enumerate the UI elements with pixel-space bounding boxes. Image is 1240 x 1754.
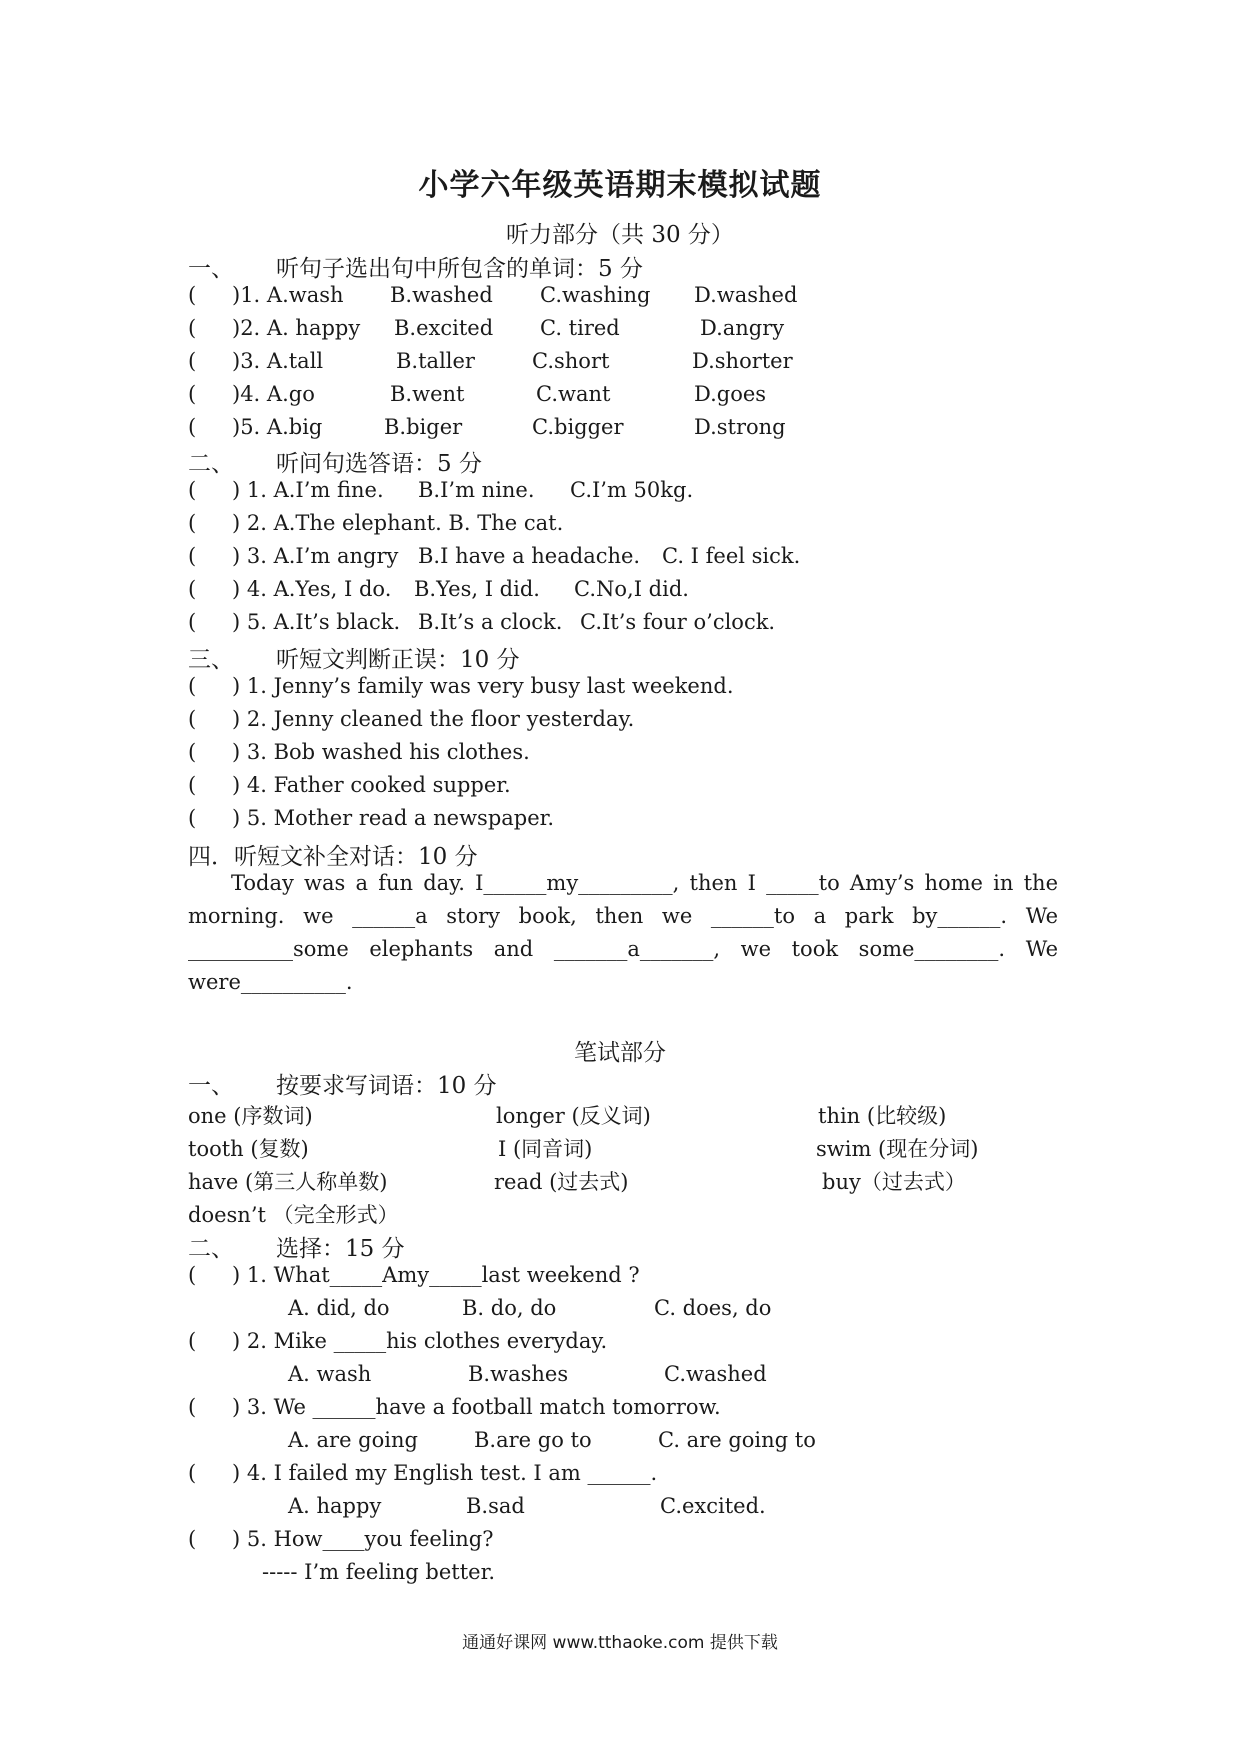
option-a: )4. A.go <box>232 382 315 406</box>
section-title: 听问句选答语：5 分 <box>276 451 482 477</box>
answer-paren: ( <box>188 511 197 535</box>
listening-section-3-heading <box>188 641 520 674</box>
word-prompt: read (过去式) <box>494 1170 629 1194</box>
answer-paren: ( <box>188 610 197 634</box>
option-a: )5. A.big <box>232 415 323 439</box>
answer-paren: ( <box>188 577 197 601</box>
listening-section-2-heading <box>188 445 482 478</box>
option-a: ) 1. A.I’m fine. <box>232 478 384 502</box>
option-c: C.I’m 50kg. <box>570 478 694 502</box>
option-b: B.sad <box>466 1494 525 1518</box>
option-c: C.excited. <box>660 1494 766 1518</box>
footer-source: 通通好课网 www.tthaoke.com 提供下载 <box>462 1633 778 1653</box>
option-c: C. I feel sick. <box>662 544 801 568</box>
section-number: 一、 <box>188 256 234 282</box>
answer-paren: ( <box>188 349 197 373</box>
option-a: A. wash <box>288 1362 372 1386</box>
question-text: ) 3. We ______have a football match tomorrow. <box>232 1395 721 1419</box>
option-c: C. does, do <box>654 1296 772 1320</box>
option-c: C.No,I did. <box>574 577 689 601</box>
option-b: B.I’m nine. <box>418 478 535 502</box>
option-b: B.went <box>390 382 465 406</box>
option-b: B.Yes, I did. <box>414 577 540 601</box>
word-prompt: swim (现在分词) <box>816 1137 979 1161</box>
statement: ) 1. Jenny’s family was very busy last weekend. <box>232 674 734 698</box>
section-title: 按要求写词语：10 分 <box>276 1073 497 1099</box>
answer-paren: ( <box>188 316 197 340</box>
written-section-2-heading <box>188 1230 405 1263</box>
option-b: B.washes <box>468 1362 569 1386</box>
cloze-passage: Today was a fun day. I______my_________, then I _____to Amy’s home in the morning. we ______a story book, then we ______to a park by______. We __________some elephants and _______a_______, we took some________. We were__________. <box>188 871 1058 994</box>
option-a: )3. A.tall <box>232 349 324 373</box>
word-prompt: I (同音词) <box>498 1137 593 1161</box>
option-b: B.biger <box>384 415 463 439</box>
option-d: D.goes <box>694 382 767 406</box>
option-a: )2. A. happy <box>232 316 361 340</box>
option-c: C.short <box>532 349 610 373</box>
section-number: 三、 <box>188 647 234 673</box>
answer-paren: ( <box>188 806 197 830</box>
statement: ) 2. Jenny cleaned the floor yesterday. <box>232 707 635 731</box>
written-heading: 笔试部分 <box>574 1040 666 1066</box>
option-d: D.shorter <box>692 349 793 373</box>
option-c: C. tired <box>540 316 620 340</box>
answer-paren: ( <box>188 773 197 797</box>
option-d: D.strong <box>694 415 786 439</box>
listening-section-4-heading: 四．听短文补全对话：10 分 <box>188 844 478 870</box>
answer-paren: ( <box>188 740 197 764</box>
answer-paren: ( <box>188 1395 197 1419</box>
section-number: 二、 <box>188 1236 234 1262</box>
option-b: B.taller <box>396 349 475 373</box>
option-c: C.bigger <box>532 415 624 439</box>
answer-paren: ( <box>188 1527 197 1551</box>
option-c: C. are going to <box>658 1428 816 1452</box>
option-b: B.are go to <box>474 1428 592 1452</box>
written-section-1-heading <box>188 1067 497 1100</box>
option-a: ) 4. A.Yes, I do. <box>232 577 392 601</box>
option-b: B.It’s a clock. <box>418 610 563 634</box>
option-b: B. do, do <box>462 1296 557 1320</box>
answer-line: ----- I’m feeling better. <box>262 1560 495 1584</box>
question-text: ) 2. Mike _____his clothes everyday. <box>232 1329 608 1353</box>
answer-paren: ( <box>188 544 197 568</box>
word-prompt: tooth (复数) <box>188 1137 309 1161</box>
word-prompt: doesn’t （完全形式） <box>188 1203 399 1227</box>
listening-section-1-heading <box>188 250 643 283</box>
option-a: A. happy <box>288 1494 382 1518</box>
word-prompt: have (第三人称单数) <box>188 1170 388 1194</box>
listening-heading: 听力部分（共 30 分） <box>506 222 734 248</box>
option-a: ) 3. A.I’m angry <box>232 544 399 568</box>
question-text: ) 1. What_____Amy_____last weekend ? <box>232 1263 640 1287</box>
option-a: A. are going <box>288 1428 418 1452</box>
answer-paren: ( <box>188 1329 197 1353</box>
answer-paren: ( <box>188 1461 197 1485</box>
option-a: ) 5. A.It’s black. <box>232 610 401 634</box>
answer-paren: ( <box>188 674 197 698</box>
answer-paren: ( <box>188 1263 197 1287</box>
question-text: ) 4. I failed my English test. I am ______. <box>232 1461 658 1485</box>
option-c: C.It’s four o’clock. <box>580 610 776 634</box>
section-title: 听短文判断正误：10 分 <box>276 647 520 673</box>
section-title: 选择：15 分 <box>276 1236 405 1262</box>
section-number: 一、 <box>188 1073 234 1099</box>
option-c: C.washing <box>540 283 651 307</box>
statement: ) 3. Bob washed his clothes. <box>232 740 530 764</box>
answer-paren: ( <box>188 415 197 439</box>
section-title: 听句子选出句中所包含的单词：5 分 <box>276 256 643 282</box>
option-a: A. did, do <box>288 1296 390 1320</box>
option-b: B.excited <box>394 316 494 340</box>
question-text: ) 5. How____you feeling? <box>232 1527 494 1551</box>
answer-paren: ( <box>188 283 197 307</box>
option-c: C.washed <box>664 1362 767 1386</box>
option-c: C.want <box>536 382 611 406</box>
option-d: D.angry <box>700 316 785 340</box>
word-prompt: one (序数词) <box>188 1104 313 1128</box>
page-title: 小学六年级英语期末模拟试题 <box>418 168 822 203</box>
statement: ) 5. Mother read a newspaper. <box>232 806 555 830</box>
answer-paren: ( <box>188 478 197 502</box>
option-b: B.washed <box>390 283 493 307</box>
option-b: B.I have a headache. <box>418 544 641 568</box>
option-a: )1. A.wash <box>232 283 344 307</box>
word-prompt: longer (反义词) <box>496 1104 651 1128</box>
answer-paren: ( <box>188 707 197 731</box>
answer-paren: ( <box>188 382 197 406</box>
word-prompt: buy（过去式） <box>822 1170 966 1194</box>
option-d: D.washed <box>694 283 798 307</box>
section-number: 二、 <box>188 451 234 477</box>
option-line: ) 2. A.The elephant. B. The cat. <box>232 511 564 535</box>
statement: ) 4. Father cooked supper. <box>232 773 511 797</box>
word-prompt: thin (比较级) <box>818 1104 947 1128</box>
